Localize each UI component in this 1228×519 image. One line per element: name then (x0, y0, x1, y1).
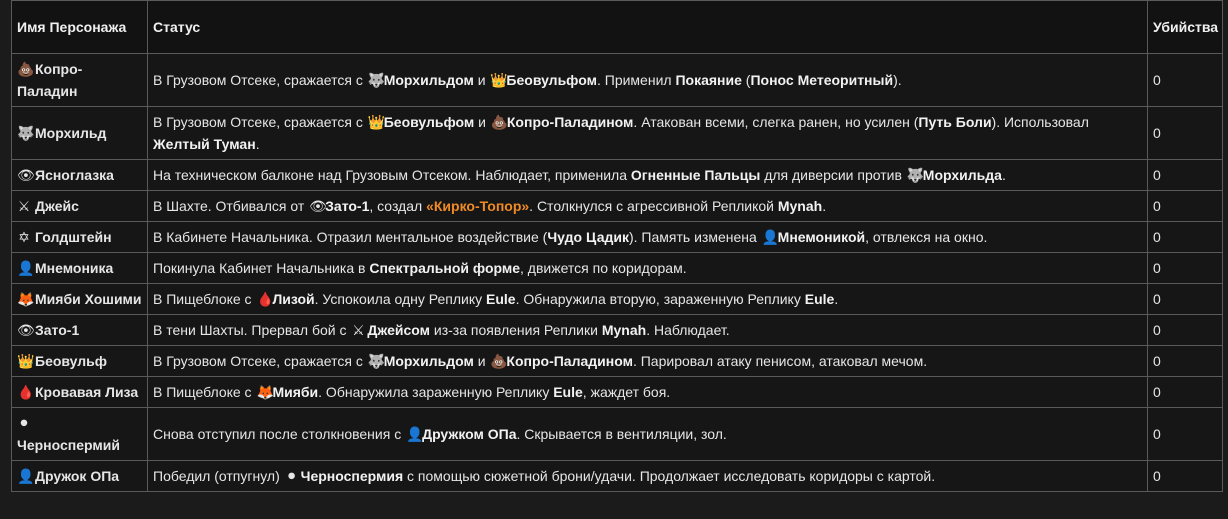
character-name-cell (12, 160, 148, 191)
crossed-swords-icon: ⚔ (17, 198, 31, 214)
status-text: из-за появления Реплики (430, 322, 602, 338)
status-text: . Атакован всеми, слегка ранен, но усилен ( (633, 114, 919, 130)
status-text: , жаждет боя. (582, 384, 671, 400)
kills-count: 0 (1148, 461, 1223, 492)
character-status-cell (148, 346, 1148, 377)
character-name-cell (12, 54, 148, 107)
character-status-cell (148, 107, 1148, 160)
wolf-icon: 🐺 (17, 125, 35, 141)
status-emphasis: Лизой (272, 291, 315, 307)
kills-count: 0 (1148, 54, 1223, 107)
wolf-icon: 🐺 (367, 353, 386, 369)
poop-icon: 💩 (490, 353, 508, 369)
person-icon: 👤 (406, 426, 424, 442)
header-kills[interactable]: Убийства (1148, 1, 1223, 54)
status-emphasis: Мнемоникой (777, 229, 866, 245)
kills-count: 0 (1148, 346, 1223, 377)
character-status-cell (148, 408, 1148, 461)
status-emphasis: Мияби (272, 384, 319, 400)
table-row (12, 461, 1223, 492)
character-name: Черноспермий (17, 437, 120, 453)
fox-icon: 🦊 (256, 384, 274, 400)
status-emphasis: Путь Боли (918, 114, 992, 130)
status-text: , создал (369, 198, 427, 214)
kills-count: 0 (1148, 253, 1223, 284)
person-icon: 👤 (17, 468, 35, 484)
character-name-cell (12, 222, 148, 253)
character-status-cell (148, 253, 1148, 284)
kills-count: 0 (1148, 107, 1223, 160)
character-name-cell (12, 377, 148, 408)
status-text: Снова отступил после столкновения с (153, 426, 406, 442)
status-text: . Скрывается в вентиляции, зол. (516, 426, 727, 442)
character-name: Джейс (35, 198, 79, 214)
table-row (12, 284, 1223, 315)
character-status-cell (148, 191, 1148, 222)
status-text: В Шахте. Отбивался от (153, 198, 309, 214)
character-status-cell (148, 377, 1148, 408)
status-text: В тени Шахты. Прервал бой с (153, 322, 351, 338)
kills-count: 0 (1148, 191, 1223, 222)
wolf-icon: 🐺 (906, 167, 925, 183)
black-circle-icon: ⚫ (285, 468, 298, 484)
character-name-cell (12, 253, 148, 284)
header-character-name[interactable]: Имя Персонажа (12, 1, 148, 54)
character-name-cell (12, 284, 148, 315)
status-emphasis: Спектральной форме (369, 260, 521, 276)
table-row (12, 54, 1223, 107)
eye-icon: 👁 (17, 322, 35, 338)
status-text: . (1001, 167, 1006, 183)
character-name-cell (12, 107, 148, 160)
status-text: . (822, 198, 827, 214)
character-name: Голдштейн (35, 229, 112, 245)
character-status-cell (148, 54, 1148, 107)
eye-icon: 👁 (309, 198, 327, 214)
status-emphasis: Беовульфом (506, 72, 597, 88)
character-name: Мияби Хошими (35, 291, 142, 307)
status-text: . Применил (596, 72, 676, 88)
status-text: В Грузовом Отсеке, сражается с (153, 114, 367, 130)
status-text: . Обнаружила вторую, зараженную Реплику (515, 291, 805, 307)
character-name: Беовульф (35, 353, 108, 369)
status-text: Победил (отпугнул) (153, 468, 284, 484)
status-emphasis: Eule (804, 291, 835, 307)
kills-count: 0 (1148, 377, 1223, 408)
kills-count: 0 (1148, 222, 1223, 253)
status-text: , движется по коридорам. (520, 260, 687, 276)
status-emphasis: Понос Метеоритный (750, 72, 894, 88)
kills-count: 0 (1148, 284, 1223, 315)
table-body (12, 54, 1223, 492)
black-circle-icon: ⚫ (18, 415, 30, 431)
character-name-cell (12, 315, 148, 346)
status-text: ( (741, 72, 751, 88)
character-name: Морхильд (35, 125, 107, 141)
table-row (12, 191, 1223, 222)
status-emphasis: Mynah (777, 198, 823, 214)
status-text: и (473, 353, 490, 369)
status-text: , отвлекся на окно. (865, 229, 988, 245)
status-emphasis: Eule (486, 291, 516, 307)
character-table-wrapper (11, 0, 1222, 492)
crown-icon: 👑 (367, 114, 386, 130)
status-emphasis: Eule (553, 384, 583, 400)
table-header-row (12, 1, 1223, 54)
status-emphasis: Огненные Пальцы (630, 167, 761, 183)
character-name: Кровавая Лиза (35, 384, 139, 400)
character-name: Зато-1 (35, 322, 80, 338)
status-text: . (255, 136, 260, 152)
crossed-swords-icon: ⚔ (352, 322, 365, 338)
status-text: и (474, 114, 490, 130)
status-text: . Столкнулся с агрессивной Репликой (529, 198, 778, 214)
status-text: . Успокоила одну Реплику (314, 291, 487, 307)
poop-icon: 💩 (490, 114, 509, 130)
blood-drop-icon: 🩸 (256, 291, 274, 307)
item-name-highlight: «Кирко-Топор» (426, 198, 530, 214)
status-emphasis: Копро-Паладином (506, 353, 633, 369)
status-emphasis: Дружком ОПа (422, 426, 517, 442)
status-text: ). Память изменена (628, 229, 761, 245)
person-icon: 👤 (761, 229, 780, 245)
crown-icon: 👑 (490, 72, 508, 88)
status-text: . Наблюдает. (646, 322, 730, 338)
character-name: Дружок ОПа (35, 468, 120, 484)
character-status-cell (148, 461, 1148, 492)
table-row (12, 160, 1223, 191)
status-text: . (834, 291, 839, 307)
person-icon: 👤 (17, 260, 35, 276)
character-status-cell (148, 284, 1148, 315)
status-text: . Обнаружила зараженную Реплику (318, 384, 554, 400)
kills-count: 0 (1148, 408, 1223, 461)
star-of-david-icon: ✡ (18, 229, 30, 245)
status-text: . Парировал атаку пенисом, атаковал мечом. (632, 353, 928, 369)
status-emphasis: Желтый Туман (153, 136, 256, 152)
kills-count: 0 (1148, 315, 1223, 346)
character-name-cell (12, 408, 148, 461)
status-text: В Кабинете Начальника. Отразил ментальное воздействие ( (153, 229, 548, 245)
character-status-cell (148, 315, 1148, 346)
fox-icon: 🦊 (17, 291, 35, 307)
status-text: В Пищеблоке с (153, 384, 256, 400)
status-emphasis: Морхильдом (383, 72, 474, 88)
status-text: ). Использовал (991, 114, 1089, 130)
status-emphasis: Mynah (601, 322, 647, 338)
status-text: для диверсии против (760, 167, 906, 183)
character-name: Мнемоника (35, 260, 114, 276)
table-row (12, 346, 1223, 377)
table-row (12, 107, 1223, 160)
status-text: В Пищеблоке с (153, 291, 256, 307)
kills-count: 0 (1148, 160, 1223, 191)
status-emphasis: Морхильдом (383, 353, 474, 369)
eye-icon: 👁 (17, 167, 35, 183)
status-emphasis: Копро-Паладином (506, 114, 634, 130)
status-text: ). (893, 72, 902, 88)
wolf-icon: 🐺 (367, 72, 386, 88)
table-row (12, 315, 1223, 346)
character-name-cell (12, 346, 148, 377)
status-emphasis: Зато-1 (325, 198, 370, 214)
status-emphasis: Покаяние (675, 72, 742, 88)
character-name: Копро-Паладин (17, 61, 83, 99)
status-emphasis: Джейсом (367, 322, 430, 338)
character-status-cell (148, 160, 1148, 191)
blood-drop-icon: 🩸 (17, 384, 35, 400)
status-emphasis: Чудо Цадик (547, 229, 629, 245)
table-row (12, 253, 1223, 284)
poop-icon: 💩 (17, 61, 35, 77)
character-status-table (11, 0, 1223, 492)
header-status[interactable]: Статус (148, 1, 1148, 54)
status-text: В Грузовом Отсеке, сражается с (153, 72, 367, 88)
status-text: На техническом балконе над Грузовым Отсеком. Наблюдает, применила (153, 167, 631, 183)
status-text: В Грузовом Отсеке, сражается с (153, 353, 367, 369)
character-name: Ясноглазка (35, 167, 114, 183)
table-row (12, 377, 1223, 408)
character-status-cell (148, 222, 1148, 253)
status-text: и (473, 72, 490, 88)
status-text: с помощью сюжетной брони/удачи. Продолжает исследовать коридоры с картой. (403, 468, 936, 484)
character-name-cell (12, 191, 148, 222)
status-text: Покинула Кабинет Начальника в (153, 260, 370, 276)
status-emphasis: Черноспермия (300, 468, 404, 484)
table-row (12, 408, 1223, 461)
crown-icon: 👑 (17, 353, 35, 369)
status-emphasis: Беовульфом (383, 114, 475, 130)
status-emphasis: Морхильда (922, 167, 1002, 183)
character-name-cell (12, 461, 148, 492)
table-row (12, 222, 1223, 253)
